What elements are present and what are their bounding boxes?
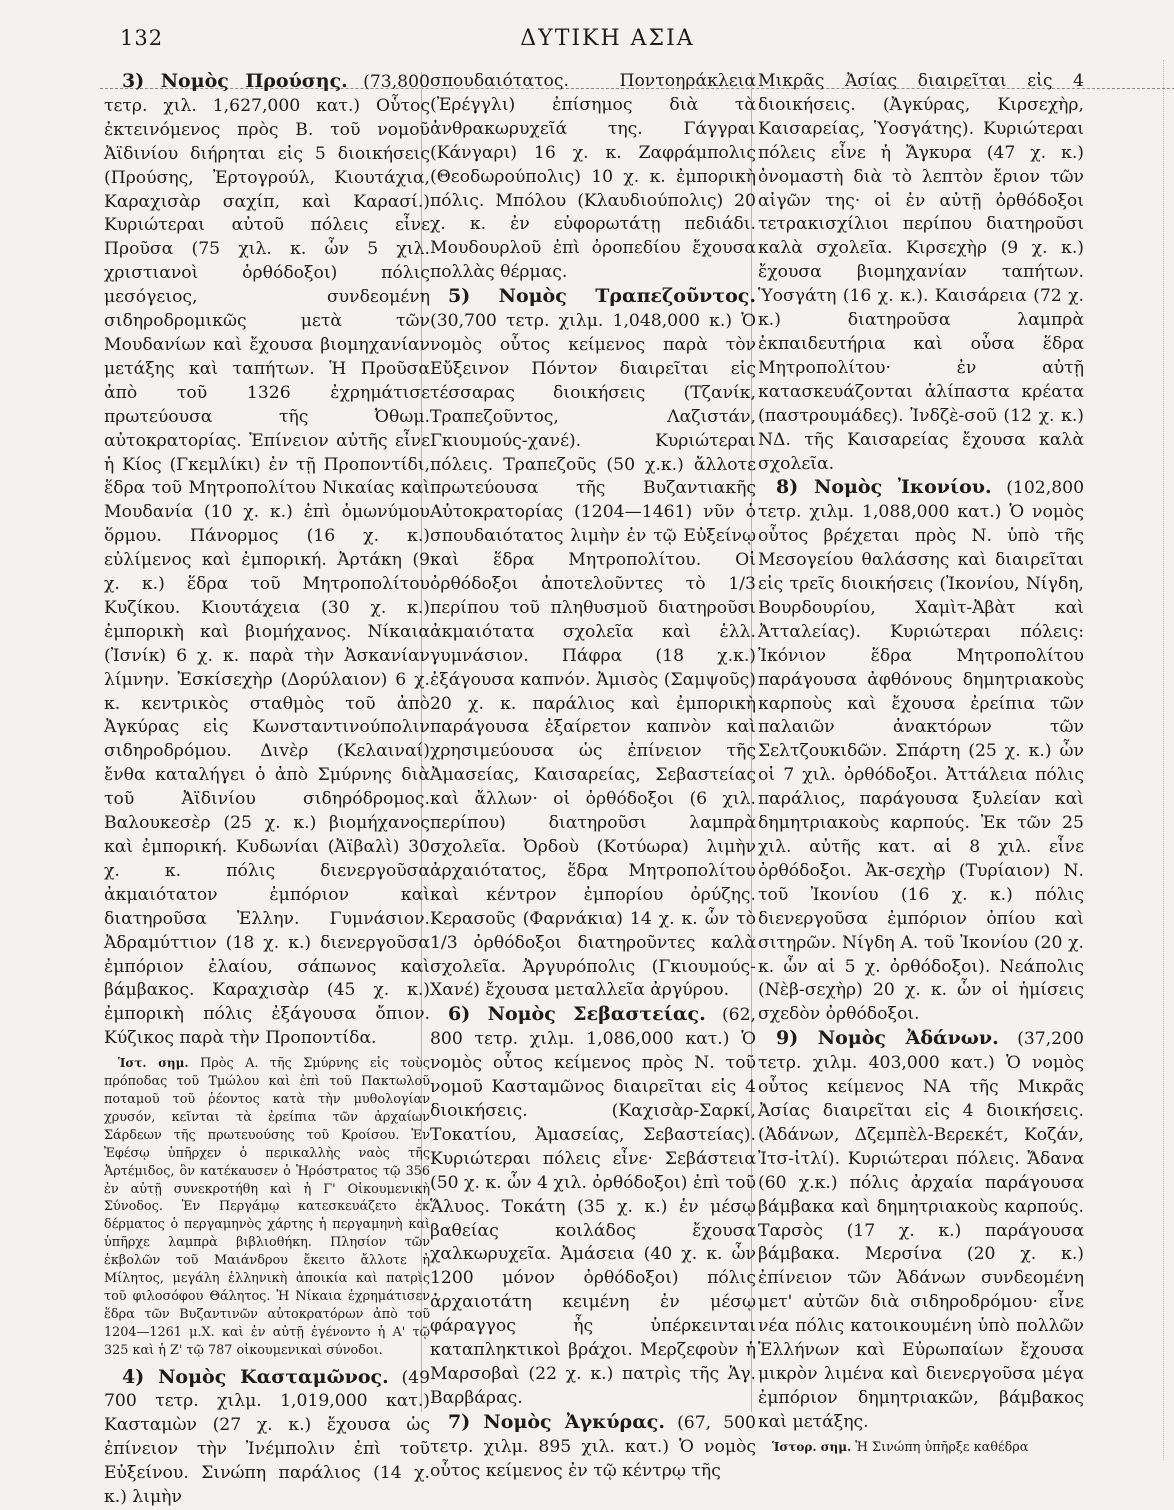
page-header	[100, 26, 1115, 58]
note-label: Ἱστ. σημ.	[118, 1056, 189, 1071]
section-trapezountos	[430, 285, 756, 1003]
section-heading: 9) Νομὸς Ἀδάνων.	[776, 1027, 999, 1050]
section-heading: 6) Νομὸς Σεβαστείας.	[448, 1003, 706, 1026]
section-heading: 5) Νομὸς Τραπεζοῦντος.	[448, 285, 756, 308]
text-column-1	[104, 70, 430, 1510]
section-text: (73,800 τετρ. χιλ. 1,627,000 κατ.) Οὗτος ἐκτεινόμενος πρὸς Β. τοῦ νομοῦ Ἀϊδινίου διήρηται εἰς 5 διοικήσεις (Προύσης, Ἐρτογρούλ, Κιουτάχια, Καραχισὰρ σαχίπ, καὶ Καρασί.) Κυριώτεραι αὐτοῦ πόλεις εἶνε Προῦσα (75 χιλ. κ. ὧν 5 χιλ. χριστιανοὶ ὀρθόδοξοι) πόλις μεσόγειος, συνδεομένη σιδηροδρομικῶς μετὰ τῶν Μουδανίων καὶ ἔχουσα βιομηχανίαν μετάξης καὶ ταπήτων. Ἡ Προῦσα ἀπὸ τοῦ 1326 ἐχρημάτισε πρωτεύουσα τῆς Ὀθωμ. αὐτοκρατορίας. Ἐπίνειον αὐτῆς εἶνε ἡ Κίος (Γκεμλίκι) ἐν τῇ Προποντίδι, ἕδρα τοῦ Μητροπολίτου Νικαίας καὶ Μουδανία (10 χ. κ.) ἐπὶ ὁμωνύμου ὅρμου. Πάνορμος (16 χ. κ.) εὐλίμενος καὶ ἐμπορική. Ἀρτάκη (9 χ. κ.) ἕδρα τοῦ Μητροπολίτου Κυζίκου. Κιουτάχεια (30 χ. κ.) ἐμπορικὴ καὶ βιομήχανος. Νίκαια (Ἰσνίκ) 6 χ. κ. παρὰ τὴν Ἀσκανίαν λίμνην. Ἐσκίσεχὴρ (Δορύλαιον) 6 χ. κ. κεντρικὸς σταθμὸς τοῦ ἀπὸ Ἀγκύρας εἰς Κωνσταντινούπολιν σιδηροδρόμου. Διvὲρ (Κελαιναί) ἔνθα καταλήγει ὁ ἀπὸ Σμύρνης διὰ τοῦ Ἀϊδινίου σιδηρόδρομος. Βαλουκεσὲρ (25 χ. κ.) βιομήχανος καὶ ἐμπορική. Κυδωνίαι (Ἀϊβαλὶ) 30 χ. κ. πόλις διενεργοῦσα ἀκμαιότατον ἐμπόριον καὶ διατηροῦσα Ἑλλην. Γυμνάσιον. Ἀδραμύττιον (18 χ. κ.) διενεργοῦσα ἐμπόριον ἐλαίου, σάπωνος καὶ βάμβακος. Καραχισὰρ (45 χ. κ.) ἐμπορικὴ πόλις ἐξάγουσα ὄπιον. Κύζικος παρὰ τὴν Προποντίδα.	[104, 72, 430, 1049]
section-kastamonou	[104, 1366, 430, 1510]
section-text: (62, 800 τετρ. χιλμ. 1,086,000 κατ.) Ὁ νομὸς οὗτος κείμενος πρὸς Ν. τοῦ νομοῦ Κασταμῶνος διαιρεῖται εἰς 4 διοικήσεις. (Καχισὰρ-Σαρκί, Τοκατίου, Ἀμασείας, Σεβαστείας). Κυριώτεραι πόλεις εἶνε· Σεβάστεια (50 χ. κ. ὧν 4 χιλ. ὀρθόδοξοι) ἐπὶ τοῦ Ἅλυος. Τοκάτη (35 χ. κ.) ἐν μέσῳ βαθείας κοιλάδος ἔχουσα χαλκωρυχεῖα. Ἀμάσεια (40 χ. κ. ὧν 1200 μόνον ὀρθόδοξοι) πόλις ἀρχαιοτάτη κειμένη ἐν μέσῳ φάραγγος ἧς ὑπέρκεινται καταπληκτικοὶ βράχοι. Μερζεφοὺν ἡ Μαρσοβαὶ (22 χ. κ.) πατρὶς τῆς Ἁγ. Βαρβάρας.	[430, 1005, 756, 1408]
section-continuation: σπουδαιότατος. Ποντοηράκλεια (Ἐρέγγλι) ἐπίσημος διὰ τὰ ἀνθρακωρυχεῖά της. Γάγγραι (Κάνγαρι) 16 χ. κ. Ζαφράμπολις (Θεοδωρούπολις) 10 χ. κ. ἐμπορικὴ πόλις. Μπόλου (Κλαυδιούπολις) 20 χ. κ. ἐν εὐφορωτάτῃ πεδιάδι. Μουδουρλοῦ ἐπὶ ὀροπεδίου ἔχουσα πολλὰς θέρμας.	[430, 71, 756, 283]
page-edge	[1163, 60, 1174, 1460]
section-text: (30,700 τετρ. χιλμ. 1,048,000 κ.) Ὁ νομὸς οὗτος κείμενος παρὰ τὸν Εὔξεινον Πόντον διαιρεῖται εἰς τέσσαρας διοικήσεις (Τζανίκ, Τραπεζοῦντος, Λαζιστάν, Γκιουμούς-χανέ). Κυριώτεραι πόλεις. Τραπεζοῦς (50 χ.κ.) ἄλλοτε πρωτεύουσα τῆς Βυζαντιακῆς Αὐτοκρατορίας (1204—1461) νῦν ὁ σπουδαιότατος λιμὴν ἐν τῷ Εὐξείνῳ καὶ ἕδρα Μητροπολίτου. Οἱ ὀρθόδοξοι ἀποτελοῦντες τὸ 1/3 περίπου τοῦ πληθυσμοῦ διατηροῦσι ἀκμαιότατα σχολεῖα καὶ ἑλλ. γυμνάσιον. Πάφρα (18 χ.κ.) ἐξάγουσα καπνόν. Ἀμισὸς (Σαμψοῦς) 20 χ. κ. παράλιος καὶ ἐμπορικὴ παράγουσα ἐξαίρετον καπνὸν καὶ χρησιμεύουσα ὡς ἐπίνειον τῆς Ἀμασείας, Καισαρείας, Σεβαστείας καὶ ἄλλων· οἱ ὀρθόδοξοι (6 χιλ. περίπου) διατηροῦσι λαμπρὰ σχολεῖα. Ὀρδοὺ (Κοτύωρα) λιμὴν ἀρχαιότατος, ἕδρα Μητροπολίτου καὶ κέντρον ἐμπορίου ὀρύζης. Κερασοῦς (Φαρνάκια) 14 χ. κ. ὧν τὸ 1/3 ὀρθόδοξοι διατηροῦντες καλὰ σχολεῖα. Ἀργυρόπολις (Γκιουμούς-Χανέ) ἔχουσα μεταλλεῖα ἀργύρου.	[430, 311, 756, 1001]
text-column-2	[430, 70, 756, 1483]
history-note	[104, 1055, 430, 1359]
section-adanon	[758, 1027, 1084, 1434]
note-label: Ἱστορ. σημ.	[772, 1439, 852, 1454]
section-text: (102,800 τετρ. χιλμ. 1,088,000 κατ.) Ὁ νομὸς οὗτος βρέχεται πρὸς Ν. ὑπὸ τῆς Μεσογείου θαλάσσης καὶ διαιρεῖται εἰς τρεῖς διοικήσεις (Ἰκονίου, Νίγδη, Βουρδουρίου, Χαμὶτ-Ἀβὰτ καὶ Ἀτταλείας). Κυριώτεραι πόλεις: Ἰκόνιον ἕδρα Μητροπολίτου παράγουσα ἀφθόνους δημητριακοὺς καρποὺς καὶ ἔχουσα ἐρείπια τῶν παλαιῶν ἀνακτόρων τῶν Σελτζουκιδῶν. Σπάρτη (25 χ. κ.) ὧν οἱ 7 χιλ. ὀρθόδοξοι. Ἀττάλεια πόλις παράλιος, παράγουσα ξυλείαν καὶ δημητριακοὺς καρπούς. Ἐκ τῶν 25 χιλ. αὐτῆς κατ. αἱ 8 χιλ. εἶνε ὀρθόδοξοι. Ἀκ-σεχὴρ (Τυρίαιον) Ν. τοῦ Ἰκονίου (16 χ. κ.) πόλις διενεργοῦσα ἐμπόριον ὀπίου καὶ σιτηρῶν. Νίγδη Α. τοῦ Ἰκονίου (20 χ. κ. ὧν αἱ 5 χ. ὀρθόδοξοι). Νεάπολις (Νὲβ-σεχὴρ) 20 χ. κ. ὧν οἱ ἡμίσεις σχεδὸν ὀρθόδοξοι.	[758, 478, 1084, 1025]
section-ikoniou	[758, 476, 1084, 1027]
section-agkyras	[430, 1411, 756, 1484]
section-heading: 3) Νομὸς Προύσης.	[122, 70, 348, 92]
history-note	[758, 1439, 1084, 1457]
running-title: ΔΥΤΙΚΗ ΑΣΙΑ	[520, 26, 695, 51]
section-text: (37,200 τετρ. χιλμ. 403,000 κατ.) Ὁ νομὸς οὗτος κείμενος ΝΑ τῆς Μικρᾶς Ἀσίας διαιρεῖται εἰς 4 διοικήσεις. (Ἀδάνων, Δζεμπὲλ-Βερεκέτ, Κοζάν, Ἰτσ-ἰτλί). Κυριώτεραι πόλεις. Ἄδανα (60 χ.κ.) πόλις ἀρχαία παράγουσα βάμβακα καὶ δημητριακοὺς καρπούς. Ταρσὸς (17 χ. κ.) παράγουσα βάμβακα. Μερσίνα (20 χ. κ.) ἐπίνειον τῶν Ἀδάνων συνδεομένη μετ' αὐτῶν διὰ σιδηροδρόμου· εἶνε νέα πόλις κατοικουμένη ὑπὸ πολλῶν Ἑλλήνων καὶ Εὐρωπαίων ἔχουσα μικρὸν λιμένα καὶ διενεργοῦσα μέγα ἐμπόριον δημητριακῶν, βάμβακος καὶ μετάξης.	[758, 1029, 1084, 1432]
section-heading: 8) Νομὸς Ἰκονίου.	[776, 476, 992, 499]
section-heading: 4) Νομὸς Κασταμῶνος.	[122, 1365, 389, 1388]
note-text: Πρὸς Α. τῆς Σμύρνης εἰς τοὺς πρόποδας τοῦ Τμώλου καὶ ἐπὶ τοῦ Πακτωλοῦ ποταμοῦ τοῦ ῥέοντος κατὰ τὴν μυθολογίαν χρυσόν, κεῖνται τὰ ἐρείπια τῶν ἀρχαίων Σάρδεων τῆς πρωτευούσης τοῦ Κροίσου. Ἐν Ἐφέσῳ ὑπῆρχεν ὁ περικαλλὴς ναὸς τῆς Ἀρτέμιδος, ὃν κατέκαυσεν ὁ Ἡρόστρατος τῷ 356 ἐν αὐτῇ συνεκροτήθη καὶ ἡ Γ' Οἰκουμενικὴ Σύνοδος. Ἐν Περγάμῳ κατεσκευάζετο ἐκ δέρματος ὁ περγαμηνὸς χάρτης ἡ περγαμηνὴ καὶ ὑπῆρχε λαμπρὰ βιβλιοθήκη. Πλησίον τῶν ἐκβολῶν τοῦ Μαιάνδρου ἔκειτο ἄλλοτε ἡ Μίλητος, μεγάλη ἑλληνικὴ ἀποικία καὶ πατρὶς τοῦ φιλοσόφου Θάλητος. Ἡ Νίκαια ἐχρημάτισεν ἕδρα τῶν Βυζαντινῶν αὐτοκρατόρων ἀπὸ τοῦ 1204—1261 μ.Χ. καὶ ἐν αὐτῇ ἐγένοντο ἡ Α' τῷ 325 καὶ ἡ Ζ' τῷ 787 οἰκουμενικαὶ σύνοδοι.	[104, 1056, 430, 1358]
text-column-3	[758, 70, 1084, 1463]
section-continuation: Μικρᾶς Ἀσίας διαιρεῖται εἰς 4 διοικήσεις. (Ἀγκύρας, Κιρσεχὴρ, Καισαρείας, Ὑοσγάτης). Κυριώτεραι πόλεις εἶνε ἡ Ἄγκυρα (47 χ. κ.) ὀνομαστὴ διὰ τὸ λεπτὸν ἔριον τῶν αἰγῶν της· οἱ ἐν αὐτῇ ὀρθόδοξοι τετρακισχίλιοι περίπου διατηροῦσι καλὰ σχολεῖα. Κιρσεχὴρ (9 χ. κ.) ἔχουσα βιομηχανίαν ταπήτων. Ὑοσγάτη (16 χ. κ.). Καισάρεια (72 χ. κ.) διατηροῦσα λαμπρὰ ἐκπαιδευτήρια καὶ οὖσα ἕδρα Μητροπολίτου· ἐν αὐτῇ κατασκευάζονται ἁλίπαστα κρέατα (παστρουμάδες). Ἰνδζὲ-σοῦ (12 χ. κ.) ΝΔ. τῆς Καισαρείας ἔχουσα καλὰ σχολεῖα.	[758, 71, 1084, 474]
section-sevasteias	[430, 1003, 756, 1410]
note-text: Ἡ Σινώπη ὑπῆρξε καθέδρα	[855, 1439, 1029, 1455]
section-text: (67, 500 τετρ. χιλμ. 895 χιλ. κατ.) Ὁ νομὸς οὗτος κείμενος ἐν τῷ κέντρῳ τῆς	[430, 1412, 756, 1481]
section-heading: 7) Νομὸς Ἀγκύρας.	[448, 1410, 665, 1433]
section-text: (49 700 τετρ. χιλμ. 1,019,000 κατ.) Κασταμὼν (27 χ. κ.) ἔχουσα ὡς ἐπίνειον τὴν Ἰνέμπολιν ἐπὶ τοῦ Εὐξείνου. Σινώπη παράλιος (14 χ. κ.) λιμὴν	[104, 1367, 431, 1508]
section-prousis	[104, 70, 430, 1051]
page-number: 132	[120, 26, 164, 50]
